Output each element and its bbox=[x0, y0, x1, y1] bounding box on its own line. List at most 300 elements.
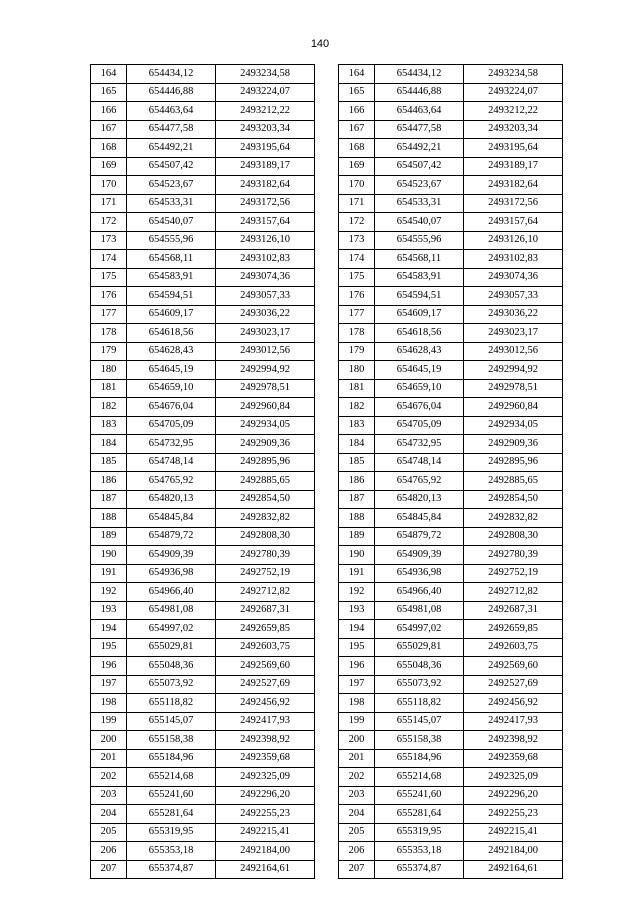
x-coordinate-cell: 654463,64 bbox=[375, 102, 464, 121]
point-number-cell: 183 bbox=[339, 416, 375, 435]
y-coordinate-cell: 2492527,69 bbox=[464, 675, 563, 694]
y-coordinate-cell: 2492687,31 bbox=[464, 601, 563, 620]
table-row bbox=[339, 287, 563, 306]
x-coordinate-cell: 654966,40 bbox=[375, 583, 464, 602]
table-row bbox=[339, 842, 563, 861]
point-number-cell: 172 bbox=[339, 213, 375, 232]
point-number-cell: 181 bbox=[339, 379, 375, 398]
y-coordinate-cell: 2492215,41 bbox=[464, 823, 563, 842]
y-coordinate-cell: 2492687,31 bbox=[216, 601, 315, 620]
x-coordinate-cell: 655158,38 bbox=[375, 731, 464, 750]
x-coordinate-cell: 654523,67 bbox=[375, 176, 464, 195]
y-coordinate-cell: 2492417,93 bbox=[464, 712, 563, 731]
table-row bbox=[91, 324, 315, 343]
y-coordinate-cell: 2493036,22 bbox=[216, 305, 315, 324]
x-coordinate-cell: 654879,72 bbox=[375, 527, 464, 546]
point-number-cell: 204 bbox=[91, 805, 127, 824]
y-coordinate-cell: 2493189,17 bbox=[464, 157, 563, 176]
y-coordinate-cell: 2493195,64 bbox=[464, 139, 563, 158]
y-coordinate-cell: 2493203,34 bbox=[464, 120, 563, 139]
point-number-cell: 206 bbox=[339, 842, 375, 861]
y-coordinate-cell: 2493195,64 bbox=[216, 139, 315, 158]
table-row bbox=[91, 231, 315, 250]
point-number-cell: 166 bbox=[91, 102, 127, 121]
x-coordinate-cell: 654732,95 bbox=[375, 435, 464, 454]
y-coordinate-cell: 2493182,64 bbox=[216, 176, 315, 195]
table-row bbox=[91, 583, 315, 602]
y-coordinate-cell: 2492417,93 bbox=[216, 712, 315, 731]
x-coordinate-cell: 654936,98 bbox=[375, 564, 464, 583]
table-row bbox=[339, 527, 563, 546]
point-number-cell: 187 bbox=[339, 490, 375, 509]
y-coordinate-cell: 2492527,69 bbox=[216, 675, 315, 694]
point-number-cell: 193 bbox=[91, 601, 127, 620]
x-coordinate-cell: 654507,42 bbox=[127, 157, 216, 176]
table-row bbox=[91, 472, 315, 491]
point-number-cell: 195 bbox=[91, 638, 127, 657]
y-coordinate-cell: 2493126,10 bbox=[216, 231, 315, 250]
point-number-cell: 166 bbox=[339, 102, 375, 121]
x-coordinate-cell: 654533,31 bbox=[375, 194, 464, 213]
table-row bbox=[91, 102, 315, 121]
point-number-cell: 190 bbox=[91, 546, 127, 565]
point-number-cell: 186 bbox=[91, 472, 127, 491]
y-coordinate-cell: 2492909,36 bbox=[464, 435, 563, 454]
x-coordinate-cell: 655319,95 bbox=[375, 823, 464, 842]
y-coordinate-cell: 2492712,82 bbox=[216, 583, 315, 602]
x-coordinate-cell: 655214,68 bbox=[375, 768, 464, 787]
table-row bbox=[339, 342, 563, 361]
x-coordinate-cell: 654492,21 bbox=[375, 139, 464, 158]
y-coordinate-cell: 2493212,22 bbox=[464, 102, 563, 121]
y-coordinate-cell: 2492398,92 bbox=[464, 731, 563, 750]
x-coordinate-cell: 655158,38 bbox=[127, 731, 216, 750]
y-coordinate-cell: 2492885,65 bbox=[464, 472, 563, 491]
point-number-cell: 176 bbox=[91, 287, 127, 306]
x-coordinate-cell: 654645,19 bbox=[127, 361, 216, 380]
point-number-cell: 200 bbox=[91, 731, 127, 750]
table-row bbox=[339, 805, 563, 824]
x-coordinate-cell: 655073,92 bbox=[375, 675, 464, 694]
table-row bbox=[91, 694, 315, 713]
point-number-cell: 192 bbox=[91, 583, 127, 602]
x-coordinate-cell: 654533,31 bbox=[127, 194, 216, 213]
x-coordinate-cell: 655145,07 bbox=[375, 712, 464, 731]
y-coordinate-cell: 2493012,56 bbox=[216, 342, 315, 361]
table-row bbox=[339, 601, 563, 620]
x-coordinate-cell: 654645,19 bbox=[375, 361, 464, 380]
x-coordinate-cell: 654477,58 bbox=[375, 120, 464, 139]
point-number-cell: 184 bbox=[91, 435, 127, 454]
y-coordinate-cell: 2492808,30 bbox=[464, 527, 563, 546]
table-row bbox=[339, 620, 563, 639]
table-row bbox=[339, 139, 563, 158]
y-coordinate-cell: 2492752,19 bbox=[216, 564, 315, 583]
table-row bbox=[339, 546, 563, 565]
y-coordinate-cell: 2492832,82 bbox=[216, 509, 315, 528]
point-number-cell: 165 bbox=[339, 83, 375, 102]
x-coordinate-cell: 654446,88 bbox=[127, 83, 216, 102]
table-row bbox=[339, 860, 563, 879]
y-coordinate-cell: 2492960,84 bbox=[464, 398, 563, 417]
x-coordinate-cell: 654981,08 bbox=[375, 601, 464, 620]
y-coordinate-cell: 2492359,68 bbox=[464, 749, 563, 768]
x-coordinate-cell: 654966,40 bbox=[127, 583, 216, 602]
x-coordinate-cell: 655241,60 bbox=[375, 786, 464, 805]
table-row bbox=[339, 564, 563, 583]
point-number-cell: 182 bbox=[339, 398, 375, 417]
point-number-cell: 195 bbox=[339, 638, 375, 657]
x-coordinate-cell: 655184,96 bbox=[127, 749, 216, 768]
table-row bbox=[91, 805, 315, 824]
x-coordinate-cell: 654748,14 bbox=[375, 453, 464, 472]
table-row bbox=[339, 435, 563, 454]
x-coordinate-cell: 654540,07 bbox=[127, 213, 216, 232]
table-row bbox=[91, 527, 315, 546]
table-row bbox=[91, 546, 315, 565]
point-number-cell: 173 bbox=[339, 231, 375, 250]
table-row bbox=[91, 268, 315, 287]
y-coordinate-cell: 2492603,75 bbox=[216, 638, 315, 657]
table-row bbox=[91, 490, 315, 509]
table-row bbox=[91, 83, 315, 102]
x-coordinate-cell: 655353,18 bbox=[375, 842, 464, 861]
y-coordinate-cell: 2492659,85 bbox=[216, 620, 315, 639]
point-number-cell: 174 bbox=[339, 250, 375, 269]
table-row bbox=[91, 120, 315, 139]
y-coordinate-cell: 2492325,09 bbox=[464, 768, 563, 787]
y-coordinate-cell: 2493172,56 bbox=[464, 194, 563, 213]
y-coordinate-cell: 2493224,07 bbox=[464, 83, 563, 102]
y-coordinate-cell: 2493224,07 bbox=[216, 83, 315, 102]
y-coordinate-cell: 2492569,60 bbox=[216, 657, 315, 676]
table-row bbox=[339, 749, 563, 768]
x-coordinate-cell: 654909,39 bbox=[375, 546, 464, 565]
table-row bbox=[339, 398, 563, 417]
x-coordinate-cell: 654820,13 bbox=[127, 490, 216, 509]
point-number-cell: 171 bbox=[339, 194, 375, 213]
y-coordinate-cell: 2492978,51 bbox=[216, 379, 315, 398]
y-coordinate-cell: 2493102,83 bbox=[216, 250, 315, 269]
y-coordinate-cell: 2492255,23 bbox=[216, 805, 315, 824]
coordinates-table-left bbox=[90, 64, 315, 879]
x-coordinate-cell: 655281,64 bbox=[375, 805, 464, 824]
y-coordinate-cell: 2493102,83 bbox=[464, 250, 563, 269]
table-row bbox=[91, 287, 315, 306]
y-coordinate-cell: 2493203,34 bbox=[216, 120, 315, 139]
x-coordinate-cell: 654676,04 bbox=[375, 398, 464, 417]
y-coordinate-cell: 2492895,96 bbox=[464, 453, 563, 472]
table-row bbox=[91, 416, 315, 435]
point-number-cell: 186 bbox=[339, 472, 375, 491]
x-coordinate-cell: 655048,36 bbox=[127, 657, 216, 676]
x-coordinate-cell: 654434,12 bbox=[375, 65, 464, 84]
point-number-cell: 201 bbox=[339, 749, 375, 768]
y-coordinate-cell: 2492184,00 bbox=[464, 842, 563, 861]
x-coordinate-cell: 655118,82 bbox=[127, 694, 216, 713]
x-coordinate-cell: 654492,21 bbox=[127, 139, 216, 158]
y-coordinate-cell: 2492832,82 bbox=[464, 509, 563, 528]
y-coordinate-cell: 2492934,05 bbox=[216, 416, 315, 435]
point-number-cell: 191 bbox=[91, 564, 127, 583]
x-coordinate-cell: 655319,95 bbox=[127, 823, 216, 842]
y-coordinate-cell: 2492569,60 bbox=[464, 657, 563, 676]
y-coordinate-cell: 2492456,92 bbox=[464, 694, 563, 713]
table-row bbox=[91, 342, 315, 361]
x-coordinate-cell: 654997,02 bbox=[127, 620, 216, 639]
table-row bbox=[91, 768, 315, 787]
x-coordinate-cell: 654507,42 bbox=[375, 157, 464, 176]
y-coordinate-cell: 2492296,20 bbox=[464, 786, 563, 805]
y-coordinate-cell: 2493012,56 bbox=[464, 342, 563, 361]
point-number-cell: 188 bbox=[339, 509, 375, 528]
point-number-cell: 204 bbox=[339, 805, 375, 824]
y-coordinate-cell: 2492255,23 bbox=[464, 805, 563, 824]
point-number-cell: 167 bbox=[339, 120, 375, 139]
x-coordinate-cell: 654659,10 bbox=[127, 379, 216, 398]
x-coordinate-cell: 654765,92 bbox=[127, 472, 216, 491]
table-row bbox=[91, 638, 315, 657]
x-coordinate-cell: 654845,84 bbox=[127, 509, 216, 528]
point-number-cell: 206 bbox=[91, 842, 127, 861]
table-row bbox=[339, 305, 563, 324]
y-coordinate-cell: 2493126,10 bbox=[464, 231, 563, 250]
point-number-cell: 197 bbox=[91, 675, 127, 694]
point-number-cell: 170 bbox=[339, 176, 375, 195]
y-coordinate-cell: 2493189,17 bbox=[216, 157, 315, 176]
table-row bbox=[91, 675, 315, 694]
x-coordinate-cell: 655145,07 bbox=[127, 712, 216, 731]
page-number: 140 bbox=[310, 38, 330, 50]
y-coordinate-cell: 2492780,39 bbox=[216, 546, 315, 565]
x-coordinate-cell: 655118,82 bbox=[375, 694, 464, 713]
table-row bbox=[339, 268, 563, 287]
point-number-cell: 193 bbox=[339, 601, 375, 620]
table-row bbox=[91, 601, 315, 620]
x-coordinate-cell: 655374,87 bbox=[127, 860, 216, 879]
table-row bbox=[91, 509, 315, 528]
y-coordinate-cell: 2493157,64 bbox=[464, 213, 563, 232]
table-row bbox=[339, 583, 563, 602]
point-number-cell: 203 bbox=[91, 786, 127, 805]
x-coordinate-cell: 655048,36 bbox=[375, 657, 464, 676]
point-number-cell: 178 bbox=[91, 324, 127, 343]
x-coordinate-cell: 654765,92 bbox=[375, 472, 464, 491]
x-coordinate-cell: 655241,60 bbox=[127, 786, 216, 805]
y-coordinate-cell: 2492885,65 bbox=[216, 472, 315, 491]
point-number-cell: 184 bbox=[339, 435, 375, 454]
table-row bbox=[339, 379, 563, 398]
y-coordinate-cell: 2493057,33 bbox=[464, 287, 563, 306]
y-coordinate-cell: 2492184,00 bbox=[216, 842, 315, 861]
point-number-cell: 177 bbox=[91, 305, 127, 324]
point-number-cell: 191 bbox=[339, 564, 375, 583]
point-number-cell: 185 bbox=[91, 453, 127, 472]
table-row bbox=[339, 509, 563, 528]
y-coordinate-cell: 2492994,92 bbox=[216, 361, 315, 380]
table-row bbox=[91, 786, 315, 805]
table-right-body bbox=[339, 65, 563, 879]
point-number-cell: 170 bbox=[91, 176, 127, 195]
table-row bbox=[91, 564, 315, 583]
point-number-cell: 207 bbox=[91, 860, 127, 879]
table-row bbox=[339, 120, 563, 139]
x-coordinate-cell: 654936,98 bbox=[127, 564, 216, 583]
point-number-cell: 175 bbox=[339, 268, 375, 287]
point-number-cell: 194 bbox=[91, 620, 127, 639]
table-row bbox=[339, 361, 563, 380]
x-coordinate-cell: 655073,92 bbox=[127, 675, 216, 694]
x-coordinate-cell: 654609,17 bbox=[375, 305, 464, 324]
y-coordinate-cell: 2492780,39 bbox=[464, 546, 563, 565]
table-row bbox=[339, 731, 563, 750]
table-row bbox=[91, 435, 315, 454]
table-row bbox=[91, 305, 315, 324]
point-number-cell: 189 bbox=[91, 527, 127, 546]
point-number-cell: 205 bbox=[339, 823, 375, 842]
point-number-cell: 172 bbox=[91, 213, 127, 232]
y-coordinate-cell: 2492603,75 bbox=[464, 638, 563, 657]
point-number-cell: 198 bbox=[339, 694, 375, 713]
table-row bbox=[339, 768, 563, 787]
table-row bbox=[91, 379, 315, 398]
table-row bbox=[91, 398, 315, 417]
table-row bbox=[339, 102, 563, 121]
y-coordinate-cell: 2493234,58 bbox=[216, 65, 315, 84]
x-coordinate-cell: 655214,68 bbox=[127, 768, 216, 787]
x-coordinate-cell: 654446,88 bbox=[375, 83, 464, 102]
table-row bbox=[91, 657, 315, 676]
x-coordinate-cell: 654820,13 bbox=[375, 490, 464, 509]
table-row bbox=[339, 231, 563, 250]
y-coordinate-cell: 2492909,36 bbox=[216, 435, 315, 454]
point-number-cell: 180 bbox=[339, 361, 375, 380]
table-row bbox=[91, 250, 315, 269]
x-coordinate-cell: 654659,10 bbox=[375, 379, 464, 398]
table-row bbox=[91, 194, 315, 213]
point-number-cell: 197 bbox=[339, 675, 375, 694]
point-number-cell: 169 bbox=[339, 157, 375, 176]
x-coordinate-cell: 654477,58 bbox=[127, 120, 216, 139]
point-number-cell: 199 bbox=[91, 712, 127, 731]
point-number-cell: 164 bbox=[339, 65, 375, 84]
point-number-cell: 178 bbox=[339, 324, 375, 343]
y-coordinate-cell: 2492994,92 bbox=[464, 361, 563, 380]
table-row bbox=[91, 139, 315, 158]
x-coordinate-cell: 654628,43 bbox=[375, 342, 464, 361]
point-number-cell: 164 bbox=[91, 65, 127, 84]
y-coordinate-cell: 2492296,20 bbox=[216, 786, 315, 805]
point-number-cell: 174 bbox=[91, 250, 127, 269]
table-row bbox=[91, 213, 315, 232]
point-number-cell: 196 bbox=[339, 657, 375, 676]
table-row bbox=[339, 324, 563, 343]
point-number-cell: 198 bbox=[91, 694, 127, 713]
table-row bbox=[339, 675, 563, 694]
y-coordinate-cell: 2493172,56 bbox=[216, 194, 315, 213]
y-coordinate-cell: 2492215,41 bbox=[216, 823, 315, 842]
table-row bbox=[339, 250, 563, 269]
point-number-cell: 187 bbox=[91, 490, 127, 509]
y-coordinate-cell: 2492934,05 bbox=[464, 416, 563, 435]
table-row bbox=[339, 657, 563, 676]
y-coordinate-cell: 2492164,61 bbox=[464, 860, 563, 879]
x-coordinate-cell: 654555,96 bbox=[127, 231, 216, 250]
x-coordinate-cell: 655029,81 bbox=[375, 638, 464, 657]
x-coordinate-cell: 654568,11 bbox=[375, 250, 464, 269]
point-number-cell: 194 bbox=[339, 620, 375, 639]
x-coordinate-cell: 654583,91 bbox=[127, 268, 216, 287]
table-row bbox=[91, 157, 315, 176]
y-coordinate-cell: 2493023,17 bbox=[464, 324, 563, 343]
x-coordinate-cell: 654568,11 bbox=[127, 250, 216, 269]
y-coordinate-cell: 2492659,85 bbox=[464, 620, 563, 639]
table-row bbox=[339, 65, 563, 84]
x-coordinate-cell: 654463,64 bbox=[127, 102, 216, 121]
point-number-cell: 171 bbox=[91, 194, 127, 213]
point-number-cell: 181 bbox=[91, 379, 127, 398]
y-coordinate-cell: 2493234,58 bbox=[464, 65, 563, 84]
table-row bbox=[339, 823, 563, 842]
table-left-body bbox=[91, 65, 315, 879]
table-row bbox=[339, 176, 563, 195]
x-coordinate-cell: 654909,39 bbox=[127, 546, 216, 565]
x-coordinate-cell: 654618,56 bbox=[375, 324, 464, 343]
point-number-cell: 207 bbox=[339, 860, 375, 879]
table-row bbox=[339, 712, 563, 731]
x-coordinate-cell: 654732,95 bbox=[127, 435, 216, 454]
y-coordinate-cell: 2492456,92 bbox=[216, 694, 315, 713]
table-row bbox=[339, 194, 563, 213]
y-coordinate-cell: 2493074,36 bbox=[216, 268, 315, 287]
table-row bbox=[339, 83, 563, 102]
point-number-cell: 180 bbox=[91, 361, 127, 380]
table-row bbox=[339, 453, 563, 472]
point-number-cell: 165 bbox=[91, 83, 127, 102]
table-row bbox=[339, 416, 563, 435]
table-row bbox=[91, 176, 315, 195]
table-row bbox=[91, 842, 315, 861]
point-number-cell: 179 bbox=[339, 342, 375, 361]
x-coordinate-cell: 654705,09 bbox=[375, 416, 464, 435]
y-coordinate-cell: 2493023,17 bbox=[216, 324, 315, 343]
y-coordinate-cell: 2493057,33 bbox=[216, 287, 315, 306]
table-row bbox=[339, 213, 563, 232]
point-number-cell: 203 bbox=[339, 786, 375, 805]
x-coordinate-cell: 654523,67 bbox=[127, 176, 216, 195]
y-coordinate-cell: 2493212,22 bbox=[216, 102, 315, 121]
table-row bbox=[91, 361, 315, 380]
y-coordinate-cell: 2492164,61 bbox=[216, 860, 315, 879]
table-row bbox=[91, 823, 315, 842]
x-coordinate-cell: 654540,07 bbox=[375, 213, 464, 232]
y-coordinate-cell: 2492895,96 bbox=[216, 453, 315, 472]
y-coordinate-cell: 2492978,51 bbox=[464, 379, 563, 398]
x-coordinate-cell: 655029,81 bbox=[127, 638, 216, 657]
table-row bbox=[339, 472, 563, 491]
x-coordinate-cell: 654594,51 bbox=[127, 287, 216, 306]
y-coordinate-cell: 2492808,30 bbox=[216, 527, 315, 546]
x-coordinate-cell: 654748,14 bbox=[127, 453, 216, 472]
x-coordinate-cell: 654845,84 bbox=[375, 509, 464, 528]
x-coordinate-cell: 654879,72 bbox=[127, 527, 216, 546]
x-coordinate-cell: 655184,96 bbox=[375, 749, 464, 768]
point-number-cell: 190 bbox=[339, 546, 375, 565]
table-row bbox=[91, 749, 315, 768]
x-coordinate-cell: 655281,64 bbox=[127, 805, 216, 824]
x-coordinate-cell: 654594,51 bbox=[375, 287, 464, 306]
point-number-cell: 200 bbox=[339, 731, 375, 750]
